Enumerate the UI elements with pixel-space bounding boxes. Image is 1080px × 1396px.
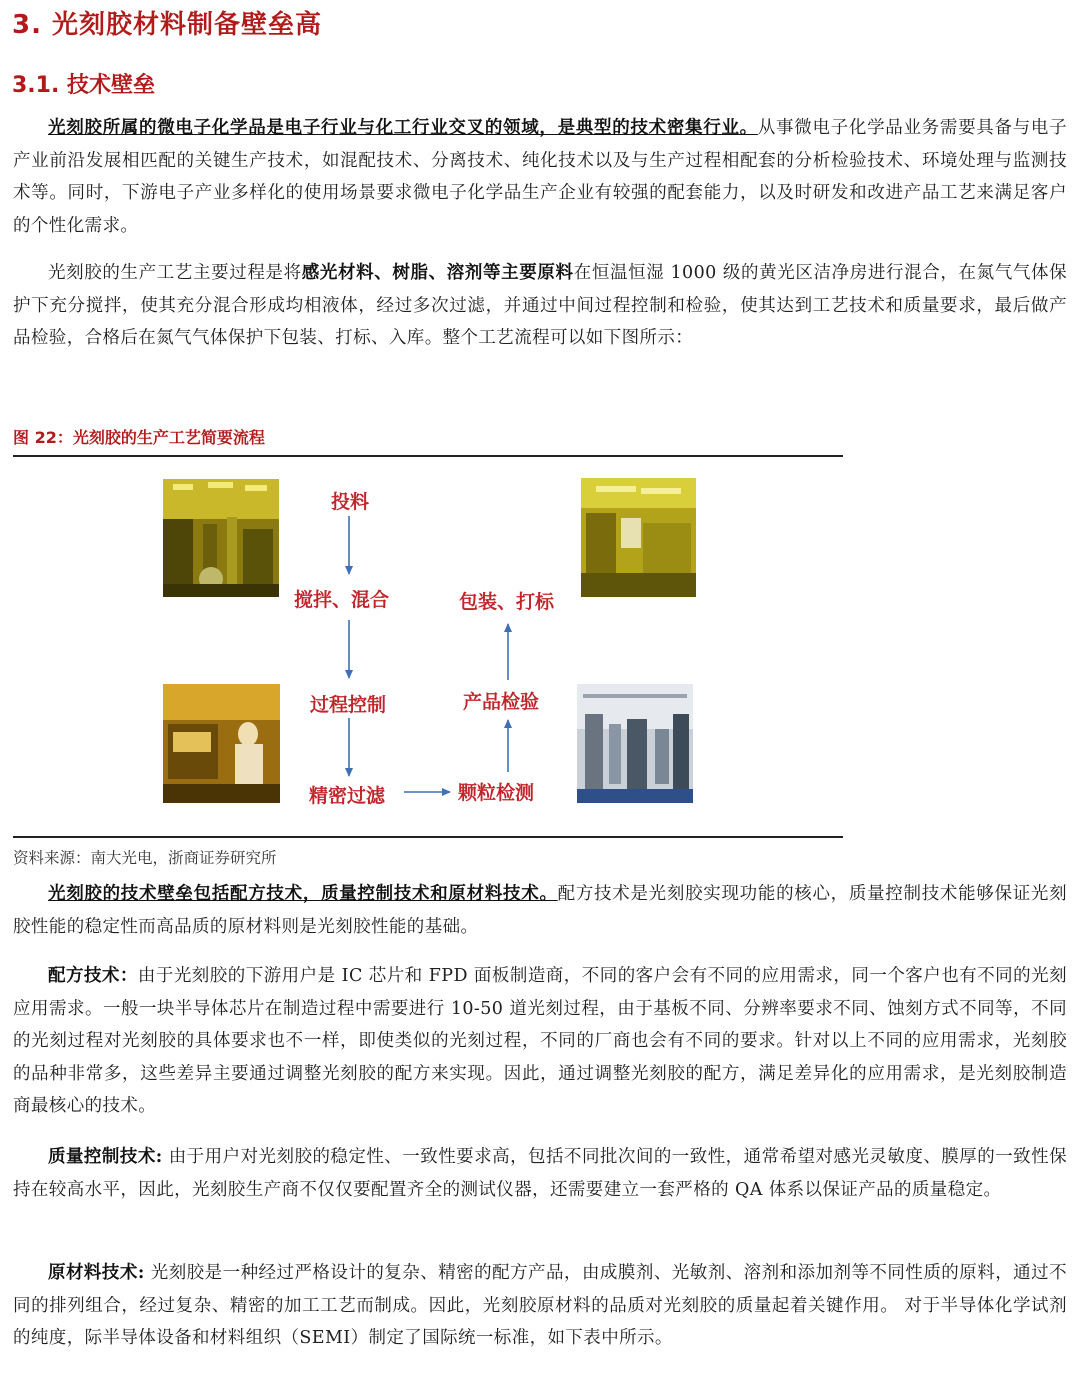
step-feed: 投料	[331, 491, 370, 513]
paragraph-materials	[13, 1257, 1067, 1355]
step-particle-detection: 颗粒检测	[458, 782, 535, 804]
paragraph-quality-label: 质量控制技术:	[48, 1147, 163, 1167]
paragraph-barriers	[13, 878, 1067, 943]
step-process-control: 过程控制	[310, 694, 387, 716]
step-filter: 精密过滤	[309, 785, 386, 807]
paragraph-quality-body: 由于用户对光刻胶的稳定性、一致性要求高，包括不同批次间的一致性，通常希望对感光灵敏度、膜厚的一致性保持在较高水平，因此，光刻胶生产商不仅仅要配置齐全的测试仪器，还需要建立一套严格的 QA 体系以保证产品的质量稳定。	[13, 1147, 1067, 1200]
step-product-inspection: 产品检验	[463, 691, 540, 713]
paragraph-industry-body: 从事微电子化学品业务需要具备与电子产业前沿发展相匹配的关键生产技术，如混配技术、分离技术、纯化技术以及与生产过程相配套的分析检验技术、环境处理与监测技术等。同时，下游电子产业多样化的使用场景要求微电子化学品生产企业有较强的配套能力，以及时研发和改进产品工艺来满足客户的个性化需求。	[13, 118, 1067, 236]
paragraph-materials-body: 光刻胶是一种经过严格设计的复杂、精密的配方产品，由成膜剂、光敏剂、溶剂和添加剂等不同性质的原料，通过不同的排列组合，经过复杂、精密的加工工艺而制成。因此，光刻胶原材料的品质对光刻胶的质量起着关键作用。 对于半导体化学试剂的纯度，际半导体设备和材料组织（SEMI）制定了国际统一标准，如下表中所示。	[13, 1263, 1067, 1348]
paragraph-quality	[13, 1141, 1067, 1206]
subsection-title: 3.1. 技术壁垒	[12, 73, 155, 98]
paragraph-materials-label: 原材料技术:	[48, 1263, 145, 1283]
step-mix: 搅拌、混合	[294, 589, 390, 611]
paragraph-industry-lead: 光刻胶所属的微电子化学品是电子行业与化工行业交叉的领域，是典型的技术密集行业。	[48, 118, 758, 138]
paragraph-barriers-body: 配方技术是光刻胶实现功能的核心，质量控制技术能够保证光刻胶性能的稳定性而高品质的原材料则是光刻胶性能的基础。	[13, 884, 1068, 937]
figure-caption: 图 22：光刻胶的生产工艺简要流程	[13, 428, 265, 447]
paragraph-barriers-lead: 光刻胶的技术壁垒包括配方技术，质量控制技术和原材料技术。	[48, 884, 558, 904]
step-pack-label: 包装、打标	[459, 591, 555, 613]
paragraph-formula-label: 配方技术：	[48, 966, 138, 986]
paragraph-process-pre: 光刻胶的生产工艺主要过程是将	[48, 263, 302, 283]
paragraph-formula-body: 由于光刻胶的下游用户是 IC 芯片和 FPD 面板制造商，不同的客户会有不同的应用需求，同一个客户也有不同的光刻应用需求。一般一块半导体芯片在制造过程中需要进行 10-50 道光刻过程，由于基板不同、分辨率要求不同、蚀刻方式不同等，不同的光刻过程对光刻胶的具体要求也不一样，即使类似的光刻过程，不同的厂商也会有不同的要求。针对以上不同的应用需求，光刻胶的品种非常多，这些差异主要通过调整光刻胶的配方来实现。因此，通过调整光刻胶的配方，满足差异化的应用需求，是光刻胶制造商最核心的技术。	[13, 966, 1067, 1116]
paragraph-formula	[13, 960, 1067, 1123]
section-title: 3. 光刻胶材料制备壁垒高	[12, 10, 323, 40]
figure-source: 资料来源：南大光电，浙商证券研究所	[13, 849, 277, 867]
paragraph-process-post: 在恒温恒湿 1000 级的黄光区洁净房进行混合，在氮气气体保护下充分搅拌，使其充分混合形成均相液体，经过多次过滤，并通过中间过程控制和检验，使其达到工艺技术和质量要求，最后做产品检验，合格后在氮气气体保护下包装、打标、入库。整个工艺流程可以如下图所示：	[13, 263, 1068, 348]
figure-bottom-rule	[13, 836, 843, 838]
paragraph-process-bold: 感光材料、树脂、溶剂等主要原料	[301, 263, 574, 283]
